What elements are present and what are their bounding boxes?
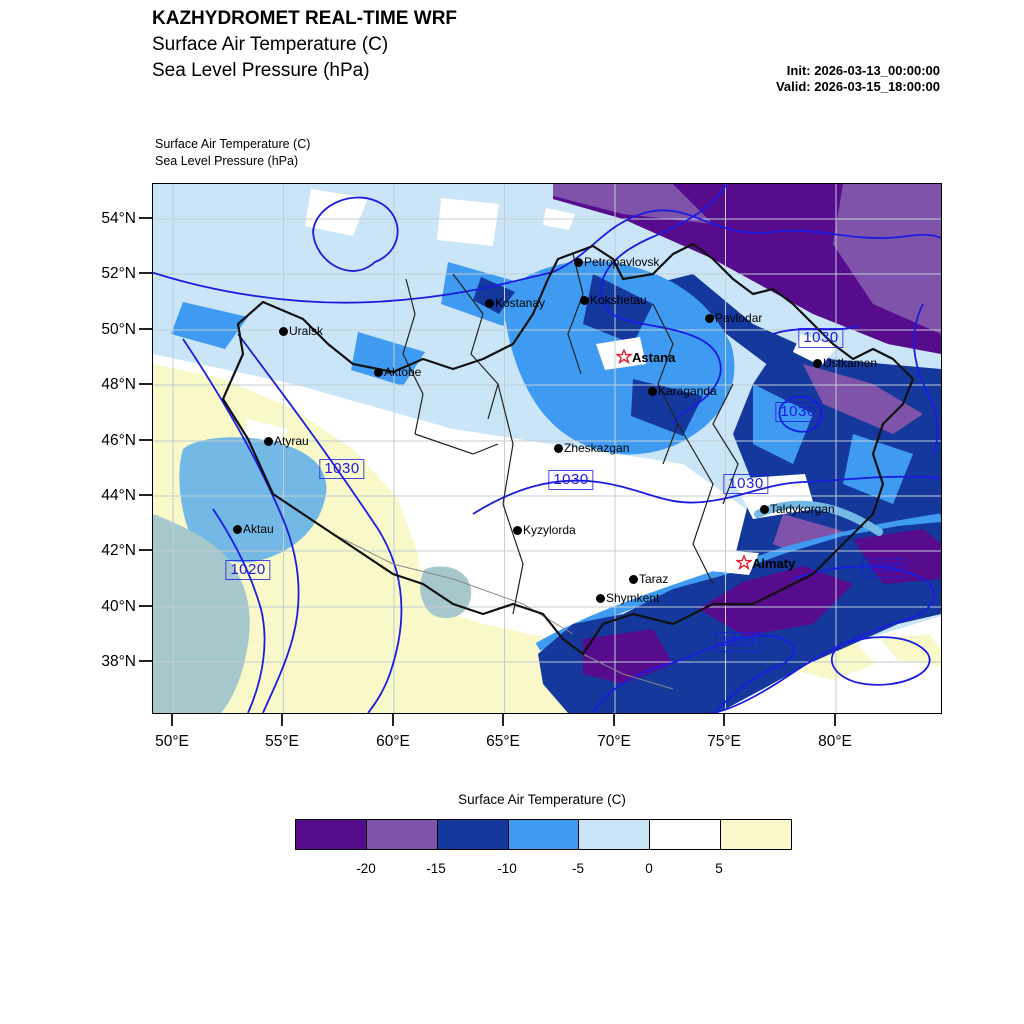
city-dot-icon	[374, 368, 383, 377]
colorbar-tick-label: 5	[715, 861, 723, 876]
temperature-colorbar	[295, 819, 792, 850]
lon-tick-icon	[392, 713, 394, 726]
city-dot-icon	[574, 258, 583, 267]
city-marker-zheskazgan: Zheskazgan	[554, 441, 629, 455]
lat-label: 54°N	[101, 210, 136, 227]
city-marker-shymkent: Shymkent	[596, 591, 659, 605]
lon-label: 50°E	[155, 733, 189, 750]
city-dot-icon	[705, 314, 714, 323]
lat-tick-icon	[139, 439, 152, 441]
lon-label: 60°E	[376, 733, 410, 750]
colorbar-tick-label: -20	[356, 861, 376, 876]
city-marker-karaganda: Karaganda	[648, 384, 717, 398]
lon-tick-icon	[171, 713, 173, 726]
city-dot-icon	[596, 594, 605, 603]
city-dot-icon	[760, 505, 769, 514]
lat-tick-icon	[139, 272, 152, 274]
pressure-label-1030: 1030	[319, 459, 364, 479]
plot-subtitle-1: Surface Air Temperature (C)	[155, 137, 311, 151]
city-dot-icon	[813, 359, 822, 368]
pressure-label-1030: 1030	[775, 402, 820, 422]
lat-tick-icon	[139, 660, 152, 662]
colorbar-tick-label: -15	[426, 861, 446, 876]
weather-map	[152, 183, 942, 714]
header-variable-1: Surface Air Temperature (C)	[152, 34, 389, 55]
colorbar-cell	[579, 820, 650, 849]
colorbar-title: Surface Air Temperature (C)	[458, 792, 626, 807]
pressure-label-1030: 1030	[723, 474, 768, 494]
lat-label: 44°N	[101, 487, 136, 504]
city-marker-aktau: Aktau	[233, 522, 274, 536]
capital-marker-astana: Astana	[616, 349, 675, 365]
run-times	[640, 63, 940, 95]
init-time: Init: 2026-03-13_00:00:00	[786, 63, 940, 78]
city-dot-icon	[279, 327, 288, 336]
city-dot-icon	[554, 444, 563, 453]
city-marker-ustkamen: Ustkamen	[813, 356, 877, 370]
city-marker-atyrau: Atyrau	[264, 434, 309, 448]
city-marker-taldykorgan: Taldykorgan	[760, 502, 835, 516]
lon-tick-icon	[613, 713, 615, 726]
lon-label: 80°E	[818, 733, 852, 750]
header-variable-2: Sea Level Pressure (hPa)	[152, 60, 370, 81]
lat-label: 50°N	[101, 321, 136, 338]
capital-star-icon	[616, 349, 632, 365]
city-dot-icon	[513, 526, 522, 535]
temperature-pressure-map	[153, 184, 941, 713]
colorbar-cell	[721, 820, 791, 849]
pressure-label-1020: 1020	[862, 558, 907, 578]
lat-tick-icon	[139, 494, 152, 496]
lat-tick-icon	[139, 549, 152, 551]
lon-tick-icon	[834, 713, 836, 726]
pressure-label-1030: 1030	[798, 328, 843, 348]
capital-star-icon	[736, 555, 752, 571]
lat-tick-icon	[139, 383, 152, 385]
city-marker-pavlodar: Pavlodar	[705, 311, 762, 325]
colorbar-tick-label: 0	[645, 861, 653, 876]
lon-label: 55°E	[265, 733, 299, 750]
colorbar-tick-label: -5	[571, 861, 585, 876]
pressure-label-1020: 1020	[715, 632, 760, 652]
lat-tick-icon	[139, 217, 152, 219]
lon-label: 70°E	[597, 733, 631, 750]
plot-subtitle-2: Sea Level Pressure (hPa)	[155, 154, 299, 168]
lat-label: 38°N	[101, 653, 136, 670]
city-marker-kokshetau: Kokshetau	[580, 293, 647, 307]
lon-label: 75°E	[707, 733, 741, 750]
lat-tick-icon	[139, 605, 152, 607]
lon-tick-icon	[281, 713, 283, 726]
colorbar-cell	[438, 820, 509, 849]
lon-label: 65°E	[486, 733, 520, 750]
colorbar-cell	[367, 820, 438, 849]
city-marker-petropavlovsk: Petropavlovsk	[574, 255, 659, 269]
city-marker-kyzylorda: Kyzylorda	[513, 523, 576, 537]
lat-label: 52°N	[101, 265, 136, 282]
valid-time: Valid: 2026-03-15_18:00:00	[775, 79, 940, 94]
colorbar-tick-label: -10	[497, 861, 517, 876]
colorbar-cell	[509, 820, 580, 849]
city-dot-icon	[629, 575, 638, 584]
pressure-label-1030: 1030	[548, 470, 593, 490]
city-marker-uralsk: Uralsk	[279, 324, 323, 338]
pressure-label-1020: 1020	[225, 560, 270, 580]
lat-tick-icon	[139, 328, 152, 330]
capital-marker-almaty: Almaty	[736, 555, 795, 571]
city-marker-aktobe: Aktobe	[374, 365, 421, 379]
city-dot-icon	[648, 387, 657, 396]
lat-label: 46°N	[101, 432, 136, 449]
lat-label: 40°N	[101, 598, 136, 615]
lat-label: 42°N	[101, 542, 136, 559]
colorbar-cell	[296, 820, 367, 849]
colorbar-cell	[650, 820, 721, 849]
lat-label: 48°N	[101, 376, 136, 393]
city-marker-taraz: Taraz	[629, 572, 668, 586]
lon-tick-icon	[723, 713, 725, 726]
city-dot-icon	[233, 525, 242, 534]
city-dot-icon	[580, 296, 589, 305]
city-dot-icon	[485, 299, 494, 308]
city-dot-icon	[264, 437, 273, 446]
page-title: KAZHYDROMET REAL-TIME WRF	[152, 8, 458, 29]
city-marker-kostanay: Kostanay	[485, 296, 545, 310]
lon-tick-icon	[502, 713, 504, 726]
